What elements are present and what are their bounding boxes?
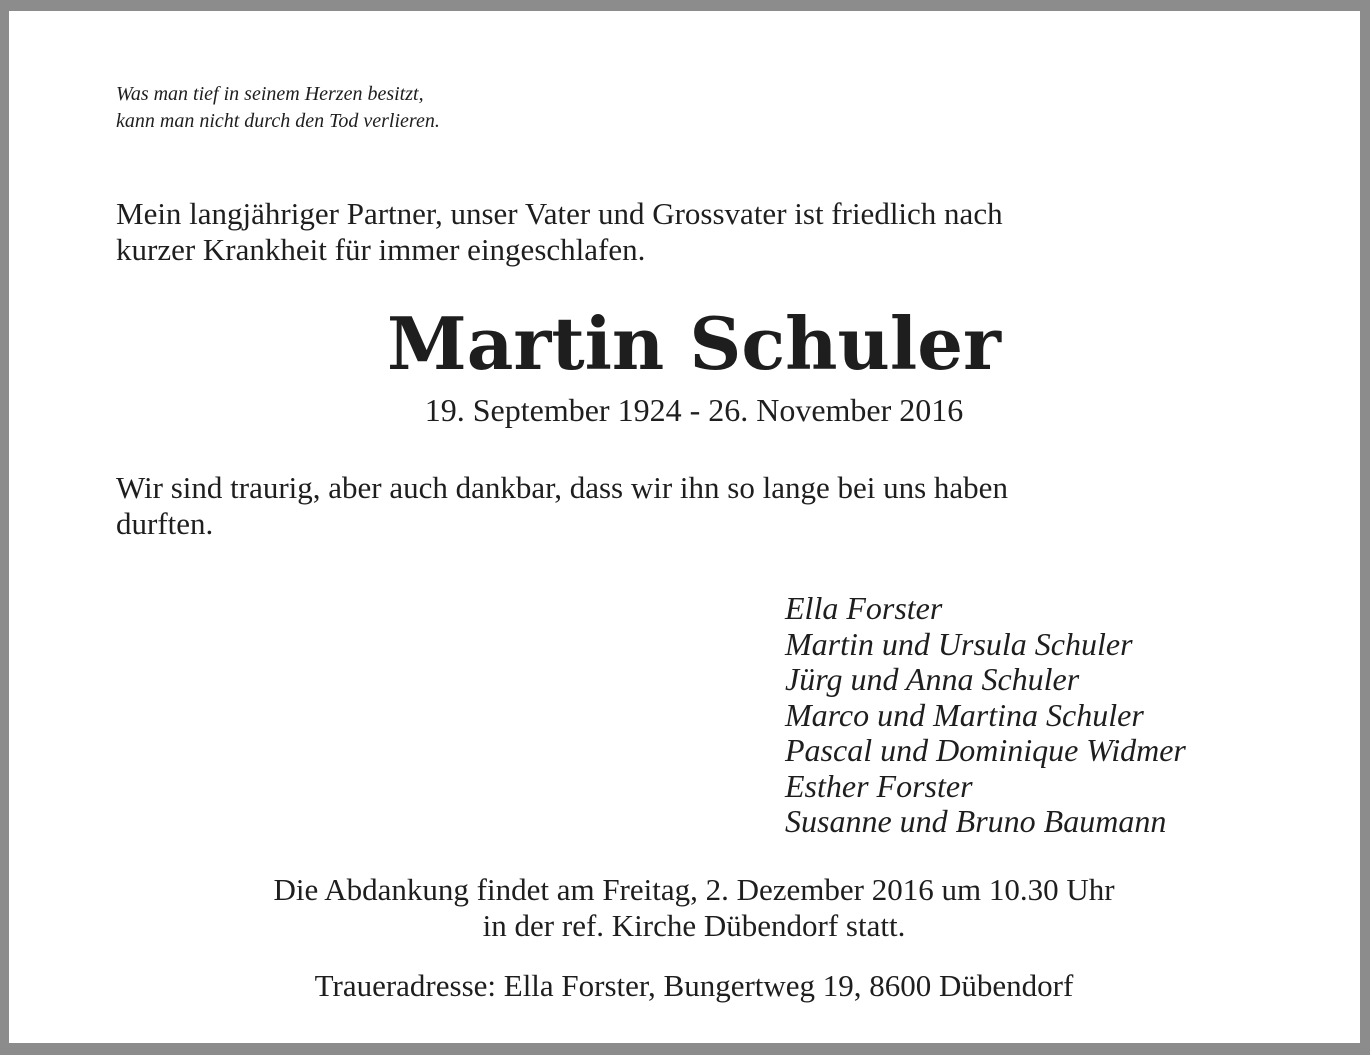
motto-line-1: Was man tief in seinem Herzen besitzt, [116,83,424,105]
deceased-name: Martin Schuler [387,301,1001,386]
thanks-paragraph [116,470,1008,542]
mourner-name: Marco und Martina Schuler [785,696,1144,733]
intro-line-1: Mein langjähriger Partner, unser Vater und Grossvater ist friedlich nach [116,196,1003,231]
service-line-1: Die Abdankung findet am Freitag, 2. Dezember 2016 um 10.30 Uhr [273,872,1115,907]
mourner-name: Susanne und Bruno Baumann [785,803,1167,839]
thanks-line-1: Wir sind traurig, aber auch dankbar, dass wir ihn so lange bei uns haben [116,470,1008,505]
mourning-address: Traueradresse: Ella Forster, Bungertweg 19, 8600 Dübendorf [314,968,1074,1003]
service-line-2: in der ref. Kirche Dübendorf statt. [482,908,906,943]
intro-line-2: kurzer Krankheit für immer eingeschlafen. [116,232,646,267]
motto-quote [116,81,440,135]
thanks-line-2: durften. [116,506,214,541]
intro-paragraph [116,196,1003,268]
mourner-name: Esther Forster [785,767,973,804]
mourner-name: Pascal und Dominique Widmer [785,732,1186,768]
mourner-name: Jürg und Anna Schuler [785,661,1080,697]
mourner-name: Martin und Ursula Schuler [785,625,1133,662]
mourners-list [785,591,1186,840]
mourner-name: Ella Forster [785,590,943,626]
life-dates: 19. September 1924 - 26. November 2016 [424,392,964,428]
service-announcement [9,872,1370,944]
motto-line-2: kann man nicht durch den Tod verlieren. [116,110,440,132]
